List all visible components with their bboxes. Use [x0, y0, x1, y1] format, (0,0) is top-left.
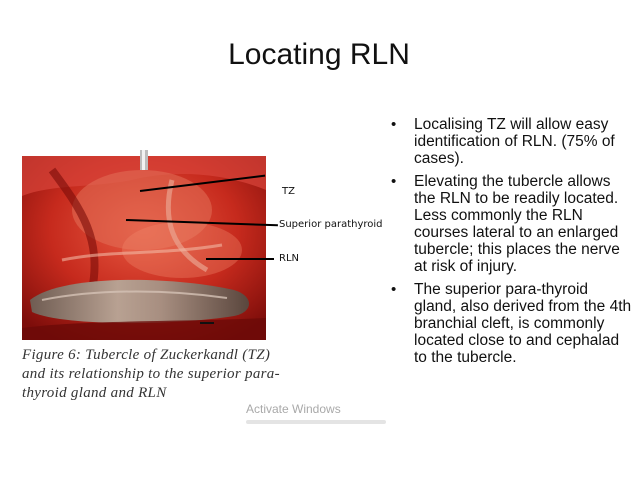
bullet-item	[386, 173, 634, 275]
bullet-text: Localising TZ will allow easy identification of RLN. (75% of cases).	[414, 116, 615, 167]
caption-line: thyroid gland and RLN	[22, 385, 167, 401]
watermark-subtext	[246, 418, 386, 424]
caption-line: and its relationship to the superior para-	[22, 366, 280, 382]
bullet-item	[386, 281, 634, 366]
caption-line: Figure 6: Tubercle of Zuckerkandl (TZ)	[22, 347, 271, 363]
label-superior-parathyroid: Superior parathyroid	[279, 219, 383, 230]
bullet-text: Elevating the tubercle allows the RLN to be readily located. Less commonly the RLN courses lateral to an enlarged tubercle; this places the nerve at risk of injury.	[414, 173, 620, 275]
bullet-icon: •	[391, 281, 397, 298]
slide-title: Locating RLN	[228, 38, 410, 71]
bullet-icon: •	[391, 173, 397, 190]
figure-caption	[22, 346, 342, 403]
label-tz: TZ	[282, 186, 295, 197]
activate-windows-watermark: Activate Windows	[246, 402, 341, 416]
label-rln: RLN	[279, 253, 299, 264]
rln-leader-line	[206, 258, 274, 260]
bullet-list	[386, 116, 634, 372]
bullet-item	[386, 116, 634, 167]
bullet-icon: •	[391, 116, 397, 133]
bullet-text: The superior para-thyroid gland, also derived from the 4th branchial cleft, is commonly located close to and cephalad to the tubercle.	[414, 281, 632, 366]
